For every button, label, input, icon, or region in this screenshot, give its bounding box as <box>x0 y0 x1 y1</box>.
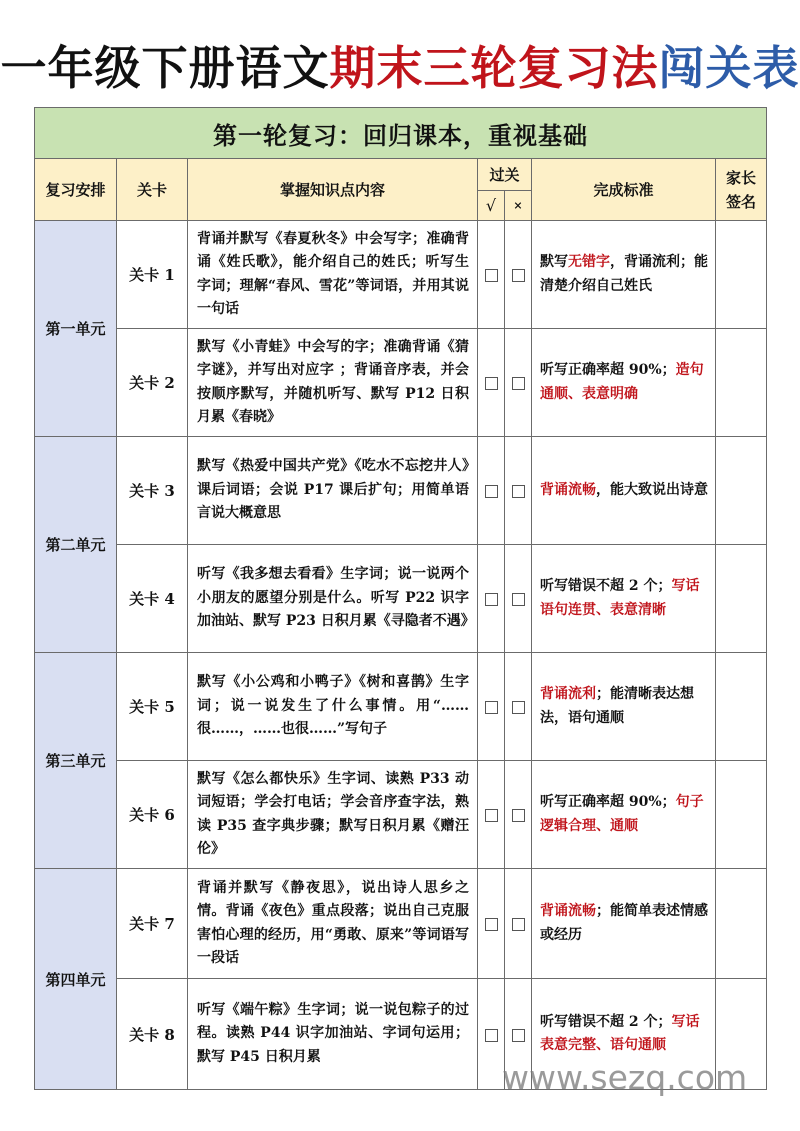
level-label: 关卡 4 <box>117 545 188 653</box>
pass-checkbox[interactable] <box>485 1029 498 1042</box>
level-content: 默写《怎么都快乐》生字词、读熟 P33 动词短语；学会打电话；学会音序查字法，熟读 P35 查字典步骤；默写日积月累《赠汪伦》 <box>188 761 478 869</box>
review-table <box>34 107 767 1090</box>
parent-sign-cell[interactable] <box>716 329 767 437</box>
level-standard: 听写正确率超 90%；造句通顺、表意明确 <box>532 329 716 437</box>
watermark: www.sezq.com <box>502 1058 748 1097</box>
level-content: 听写《端午粽》生字词；说一说包粽子的过程。读熟 P44 识字加油站、字词句运用；默写 P45 日积月累 <box>188 979 478 1090</box>
round-band: 第一轮复习：回归课本，重视基础 <box>35 108 767 159</box>
title-part-blue: 闯关表 <box>658 41 800 95</box>
level-content: 默写《小公鸡和小鸭子》《树和喜鹊》生字词；说一说发生了什么事情。用“……很……，……也很……”写句子 <box>188 653 478 761</box>
parent-sign-cell[interactable] <box>716 869 767 979</box>
fail-checkbox[interactable] <box>512 593 525 606</box>
level-content: 背诵并默写《静夜思》，说出诗人思乡之情。背诵《夜色》重点段落；说出自己克服害怕心理的经历，用“勇敢、原来”等词语写一段话 <box>188 869 478 979</box>
level-standard: 默写无错字，背诵流利；能清楚介绍自己姓氏 <box>532 221 716 329</box>
level-label: 关卡 5 <box>117 653 188 761</box>
table-row <box>35 329 767 437</box>
parent-sign-cell[interactable] <box>716 653 767 761</box>
level-standard: 听写正确率超 90%；句子逻辑合理、通顺 <box>532 761 716 869</box>
parent-sign-cell[interactable] <box>716 545 767 653</box>
level-label: 关卡 6 <box>117 761 188 869</box>
parent-sign-cell[interactable] <box>716 437 767 545</box>
table-row <box>35 761 767 869</box>
table-row <box>35 653 767 761</box>
level-content: 默写《热爱中国共产党》《吃水不忘挖井人》课后词语；会说 P17 课后扩句；用简单语言说大概意思 <box>188 437 478 545</box>
fail-checkbox[interactable] <box>512 377 525 390</box>
title-part-red: 期末三轮复习法 <box>329 41 659 95</box>
level-content: 听写《我多想去看看》生字词；说一说两个小朋友的愿望分别是什么。听写 P22 识字加油站、默写 P23 日积月累《寻隐者不遇》 <box>188 545 478 653</box>
title-part-black: 一年级下册语文 <box>0 41 330 95</box>
header-level: 关卡 <box>117 159 188 221</box>
level-label: 关卡 3 <box>117 437 188 545</box>
pass-checkbox[interactable] <box>485 269 498 282</box>
fail-checkbox[interactable] <box>512 485 525 498</box>
table-row <box>35 437 767 545</box>
table-row <box>35 869 767 979</box>
pass-checkbox[interactable] <box>485 918 498 931</box>
level-standard: 背诵流畅，能大致说出诗意 <box>532 437 716 545</box>
header-parent-sign: 家长签名 <box>716 159 767 221</box>
level-label: 关卡 7 <box>117 869 188 979</box>
table-row <box>35 545 767 653</box>
level-label: 关卡 1 <box>117 221 188 329</box>
fail-checkbox[interactable] <box>512 918 525 931</box>
header-schedule: 复习安排 <box>35 159 117 221</box>
pass-checkbox[interactable] <box>485 485 498 498</box>
header-pass: 过关 <box>478 159 532 191</box>
level-standard: 背诵流利；能清晰表达想法，语句通顺 <box>532 653 716 761</box>
header-standard: 完成标准 <box>532 159 716 221</box>
header-pass-yes: √ <box>478 191 505 221</box>
pass-checkbox[interactable] <box>485 593 498 606</box>
parent-sign-cell[interactable] <box>716 761 767 869</box>
level-content: 默写《小青蛙》中会写的字；准确背诵《猜字谜》，并写出对应字 ；背诵音序表，并会按顺序默写，并随机听写、默写 P12 日积月累《春晓》 <box>188 329 478 437</box>
level-standard: 听写错误不超 2 个；写话语句连贯、表意清晰 <box>532 545 716 653</box>
unit-label: 第二单元 <box>35 437 117 653</box>
pass-checkbox[interactable] <box>485 377 498 390</box>
table-row <box>35 221 767 329</box>
page-title <box>0 40 800 96</box>
unit-label: 第三单元 <box>35 653 117 869</box>
fail-checkbox[interactable] <box>512 1029 525 1042</box>
level-standard: 背诵流畅；能简单表述情感或经历 <box>532 869 716 979</box>
header-content: 掌握知识点内容 <box>188 159 478 221</box>
unit-label: 第一单元 <box>35 221 117 437</box>
header-pass-no: × <box>505 191 532 221</box>
pass-checkbox[interactable] <box>485 809 498 822</box>
parent-sign-cell[interactable] <box>716 221 767 329</box>
level-label: 关卡 8 <box>117 979 188 1090</box>
level-content: 背诵并默写《春夏秋冬》中会写字；准确背诵《姓氏歌》，能介绍自己的姓氏；听写生字词；理解“春风、雪花”等词语，并用其说一句话 <box>188 221 478 329</box>
fail-checkbox[interactable] <box>512 701 525 714</box>
fail-checkbox[interactable] <box>512 809 525 822</box>
fail-checkbox[interactable] <box>512 269 525 282</box>
level-label: 关卡 2 <box>117 329 188 437</box>
pass-checkbox[interactable] <box>485 701 498 714</box>
level-standard: 听写错误不超 2 个；写话表意完整、语句通顺 <box>532 979 716 1090</box>
unit-label: 第四单元 <box>35 869 117 1090</box>
